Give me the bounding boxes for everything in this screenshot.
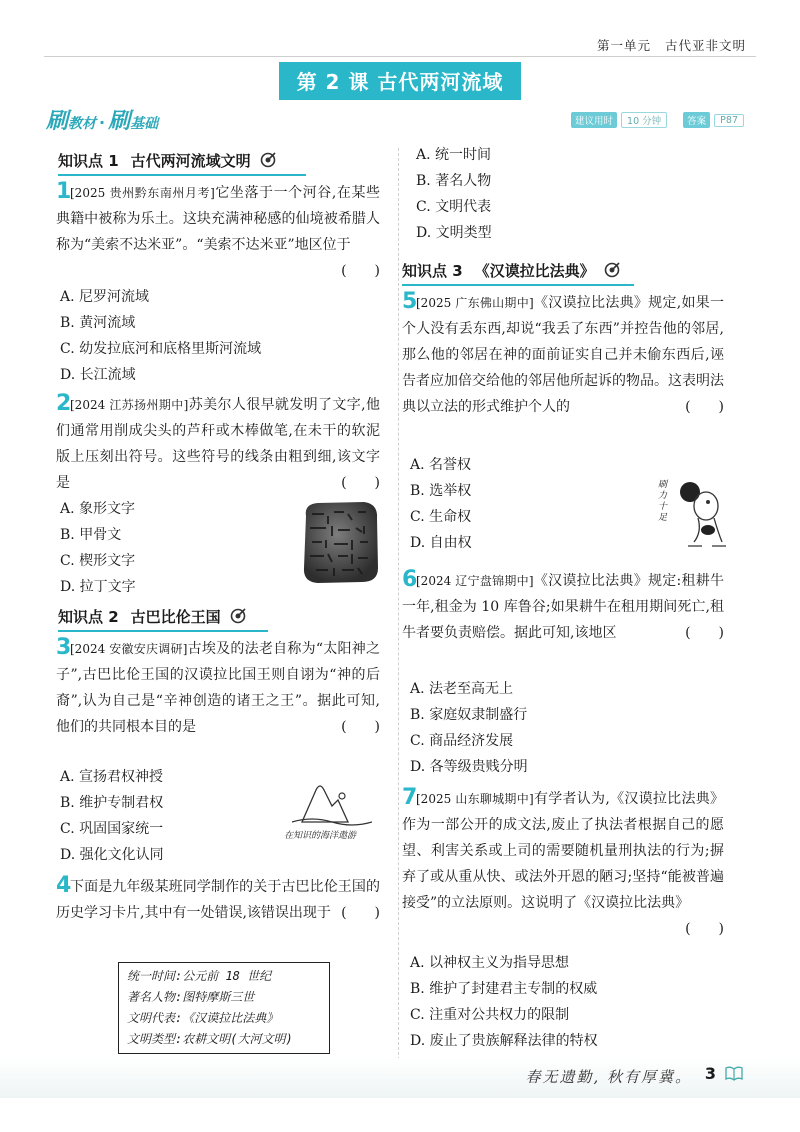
option-d: D. 长江流域	[60, 367, 136, 383]
option-d: D. 废止了贵族解释法律的特权	[410, 1033, 598, 1049]
answer-blank: ( )	[341, 263, 380, 279]
column-divider	[398, 148, 399, 1060]
question-1-options	[60, 284, 380, 388]
option-b: B. 选举权	[410, 483, 472, 499]
question-stem: 古埃及的法老自称为“太阳神之子”,古巴比伦王国的汉谟拉比国王则自诩为“神的后裔”,认为自己是“辛神创造的诸王之王”。据此可知,他们的共同根本目的是	[56, 641, 380, 735]
question-number: 2	[56, 391, 72, 416]
question-source: [2024 辽宁盘锦期中]	[416, 574, 534, 588]
question-6-options	[410, 676, 650, 780]
card-line: 文明类型:农耕文明(大河文明)	[127, 1032, 293, 1046]
question-source: [2024 江苏扬州期中]	[70, 398, 189, 412]
option-b: B. 甲骨文	[60, 527, 122, 543]
time-value: 10 分钟	[621, 112, 667, 128]
option-c: C. 幼发拉底河和底格里斯河流域	[60, 341, 262, 357]
history-study-card	[118, 962, 330, 1054]
doodle-caption: 在知识的海洋遨游	[284, 831, 357, 841]
option-c: C. 巩固国家统一	[60, 821, 164, 837]
brand-logo	[46, 104, 158, 135]
page-number: 3	[704, 1064, 716, 1083]
option-c: C. 商品经济发展	[410, 733, 514, 749]
question-6	[402, 568, 724, 646]
brand-dot: ·	[99, 113, 106, 132]
question-7-options	[410, 950, 710, 1054]
meta-bar	[571, 112, 744, 128]
card-line: 著名人物:图特摩斯三世	[127, 990, 255, 1004]
option-a: A. 宣扬君权神授	[60, 769, 164, 785]
section-title: 古代两河流域文明	[130, 152, 251, 170]
question-3-options	[60, 764, 290, 868]
question-source: [2025 广东佛山期中]	[416, 296, 534, 310]
section-label: 知识点 1	[58, 152, 119, 170]
question-number: 3	[56, 635, 72, 660]
option-c: C. 注重对公共权力的限制	[410, 1007, 570, 1023]
option-c: C. 文明代表	[416, 199, 492, 215]
question-number: 4	[56, 873, 72, 898]
target-icon	[230, 608, 246, 628]
option-d: D. 拉丁文字	[60, 579, 136, 595]
question-3	[56, 636, 380, 740]
footer-motto: 春无遗勤, 秋有厚冀。	[525, 1068, 692, 1086]
question-2-options	[60, 496, 290, 600]
chapter-label: 古代亚非文明	[664, 38, 746, 53]
section-heading-2	[58, 606, 246, 628]
doodle-caption: 刷力十足	[658, 480, 668, 523]
question-4-options	[416, 142, 616, 246]
lesson-title	[279, 62, 522, 100]
brand-part-2: 基础	[130, 116, 159, 132]
option-b: B. 维护专制君权	[60, 795, 164, 811]
question-number: 7	[402, 785, 418, 810]
question-stem: 它坐落于一个河谷,在某些典籍中被称为乐土。这块充满神秘感的仙境被希腊人称为“美索不达米亚”。“美索不达米亚”地区位于	[56, 185, 381, 253]
question-stem: 下面是九年级某班同学制作的关于古巴比伦王国的历史学习卡片,其中有一处错误,该错误出现于	[56, 879, 380, 921]
option-b: B. 家庭奴隶制盛行	[410, 707, 528, 723]
question-stem: 《汉谟拉比法典》规定,如果一个人没有丢东西,却说“我丢了东西”并控告他的邻居,那么他的邻居在神的面前证实自己并未偷东西后,诬告者应加倍交给他的邻居他所起诉的物品。这表明法典以立法的形式维护个人的	[402, 295, 725, 415]
answer-page: P87	[714, 114, 744, 127]
section-label: 知识点 2	[58, 608, 119, 626]
top-rule	[44, 56, 756, 57]
question-7	[402, 786, 724, 942]
card-line: 统一时间:公元前 18 世纪	[127, 969, 272, 983]
question-number: 1	[56, 179, 72, 204]
option-c: C. 生命权	[410, 509, 472, 525]
section-heading-1	[58, 150, 276, 172]
brand-shua-2: 刷	[108, 109, 131, 134]
answer-blank: ( )	[341, 475, 380, 491]
book-icon	[724, 1064, 744, 1086]
unit-header	[597, 36, 746, 54]
time-label: 建议用时	[571, 112, 617, 128]
option-d: D. 各等级贵贱分明	[410, 759, 528, 775]
cuneiform-tablet-image	[298, 498, 382, 586]
brand-part-1: 教材	[68, 116, 97, 132]
option-b: B. 维护了封建君主专制的权威	[410, 981, 598, 997]
lesson-title-wrap	[0, 62, 800, 100]
question-1	[56, 180, 380, 284]
lesson-name: 古代两河流域	[377, 70, 504, 94]
answer-blank: ( )	[685, 921, 724, 937]
section-underline	[402, 284, 634, 286]
ocean-doodle	[282, 776, 372, 846]
question-5	[402, 290, 724, 420]
answer-blank: ( )	[685, 399, 724, 415]
question-stem: 《汉谟拉比法典》规定:租耕牛一年,租金为 10 库鲁谷;如果耕牛在租用期间死亡,租牛者要负责赔偿。据此可知,该地区	[402, 573, 725, 641]
option-a: A. 象形文字	[60, 501, 136, 517]
option-d: D. 文明类型	[416, 225, 492, 241]
question-stem: 有学者认为,《汉谟拉比法典》作为一部公开的成文法,废止了执法者根据自己的愿望、利害关系或上司的需要随机量刑执法的行为;摒弃了或从重从快、或法外开恩的陋习;坚持“能被普遍接受”的立法原则。这说明了《汉谟拉比法典》	[402, 791, 725, 911]
option-a: A. 法老至高无上	[410, 681, 514, 697]
question-source: [2025 山东聊城期中]	[416, 792, 534, 806]
option-b: B. 黄河流域	[60, 315, 136, 331]
section-heading-3	[402, 260, 620, 282]
unit-label: 第一单元	[596, 38, 651, 53]
section-title: 古巴比伦王国	[130, 608, 221, 626]
option-a: A. 以神权主义为指导思想	[410, 955, 570, 971]
brand-shua-1: 刷	[46, 109, 69, 134]
lesson-number: 第 2 课	[296, 70, 370, 94]
question-number: 5	[402, 289, 418, 314]
option-b: B. 著名人物	[416, 173, 492, 189]
answer-blank: ( )	[685, 625, 724, 641]
section-underline	[58, 174, 306, 176]
question-stem: 苏美尔人很早就发明了文字,他们通常用削成尖头的芦秆或木棒做笔,在未干的软泥版上压刻出符号。这些符号的线条由粗到细,该文字是	[56, 397, 380, 491]
question-source: [2025 贵州黔东南州月考]	[70, 186, 215, 200]
option-a: A. 统一时间	[416, 147, 492, 163]
question-source: [2024 安徽安庆调研]	[70, 642, 188, 656]
option-a: A. 名誉权	[410, 457, 472, 473]
question-2	[56, 392, 380, 496]
target-icon	[260, 152, 276, 172]
answer-blank: ( )	[341, 719, 380, 735]
section-label: 知识点 3	[402, 262, 463, 280]
question-4	[56, 874, 380, 926]
target-icon	[604, 262, 620, 282]
answer-blank: ( )	[341, 905, 380, 921]
answer-label: 答案	[683, 112, 710, 128]
option-d: D. 自由权	[410, 535, 472, 551]
option-c: C. 楔形文字	[60, 553, 136, 569]
question-number: 6	[402, 567, 418, 592]
card-line: 文明代表:《汉谟拉比法典》	[127, 1011, 279, 1025]
option-d: D. 强化文化认同	[60, 847, 164, 863]
section-underline	[58, 630, 268, 632]
question-5-options	[410, 452, 610, 556]
section-title: 《汉谟拉比法典》	[474, 262, 595, 280]
mascot-doodle	[658, 472, 728, 552]
option-a: A. 尼罗河流域	[60, 289, 150, 305]
